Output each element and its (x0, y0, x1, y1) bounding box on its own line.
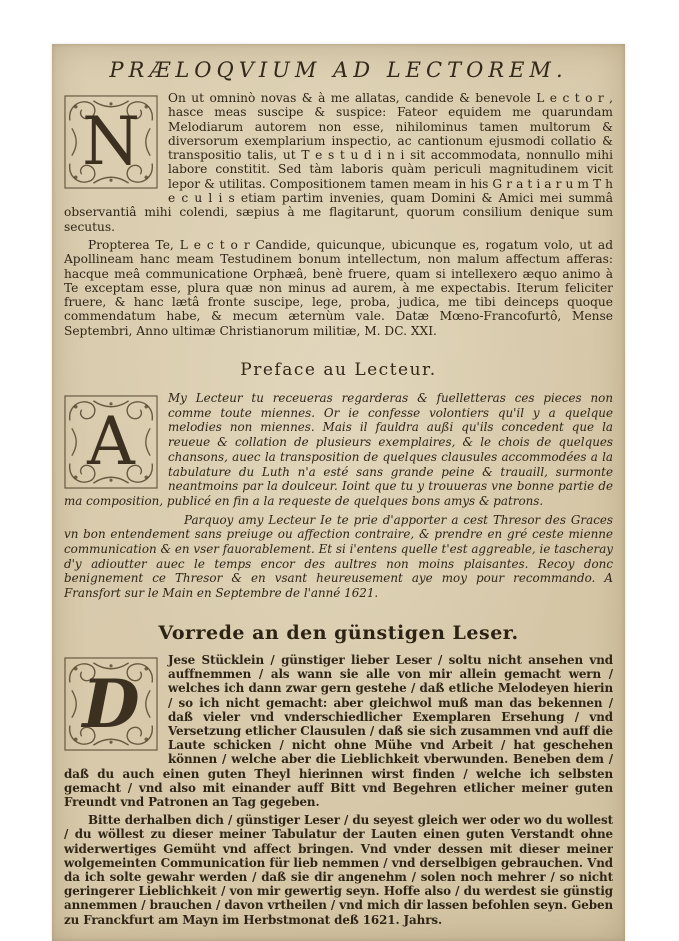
german-preface-section (64, 653, 613, 931)
latin-preface-section (64, 91, 613, 342)
woodcut-initial-d (64, 656, 158, 752)
latin-preface-heading: PRÆLOQVIUM AD LECTOREM. (109, 58, 568, 82)
french-paragraph-1: My Lecteur tu receueras regarderas & fuelletteras ces pieces non comme toute miennes. Or ie confesse volontiers qu'il y a quelque melodies non miennes. Mais il fauldra außi qu'ils concedent que la reueue & collation de plusieurs exemplaires, & le chois de quelques chansons, auec la transposition de quelques clausules accommodées a la tabulature du Luth n'a esté sans grande peine & trauaill, surmonte neantmoins par la doulceur. Ioint que tu y trouueras vne bonne partie de ma composition, publicé en fin a la requeste de quelques bons amys & patrons. (64, 391, 613, 508)
woodcut-initial-n (64, 94, 158, 190)
french-preface-heading: Preface au Lecteur. (240, 360, 437, 381)
german-paragraph-2: Bitte derhalben dich / günstiger Leser / du seyest gleich wer oder wo du wollest / du wöllest zu dieser meiner Tabulatur der Lauten einen guten Verstandt ohne widerwertiges Gemüht vnd affect bringen. Vnd vnder dessen mit dieser meiner wolgemeinten Communication für lieb nemmen / vnd derselbigen gebrauchen. Vnd da ich solte gewahr werden / daß sie dir angenehm / solen noch mehrer / so nicht geringerer Lieblichkeit / von mir gewertig seyn. Hoffe also / du werdest sie günstig annemmen / brauchen / davon vrtheilen / vnd mich dir lassen befohlen seyn. Geben zu Franckfurt am Mayn im Herbstmonat deß 1621. Jahrs. (64, 813, 613, 927)
latin-paragraph-2: Propterea Te, L e c t o r Candide, quicunque, ubicunque es, rogatum volo, ut ad Apollineam hanc meam Testudinem bonum intellectum, non malum affectum afferas: hacque meâ communicatione Orphæâ, benè fruere, quam si intellexero æquo animo à Te exceptam esse, plura quæ non minus ad aurem, à me expectabis. Iterum feliciter fruere, & hanc lætâ fronte suscipe, lege, proba, judica, me tibi deinceps quoque commendatum habe, & mecum æternùm vale. Datæ Mœno-Francofurtô, Mense Septembri, Anno ultimæ Christianorum militiæ, M. DC. XXI. (64, 237, 613, 338)
book-page (52, 44, 625, 941)
page-content (52, 44, 625, 941)
woodcut-initial-a (64, 394, 158, 490)
initial-letter: D (82, 664, 140, 743)
german-paragraph-1: Jese Stücklein / günstiger lieber Leser / soltu nicht ansehen vnd auffnemmen / als wann sie alle von mir allein gemacht wern / welches ich dann zwar gern gestehe / daß etliche Melodeyen hierin / so ich nicht gemacht: aber gleichwol muß man das bekennen / daß vieler vnd vnderschiedlicher Exemplaren Ersehung / vnd Versetzung etlicher Clausulen / daß sie sich zusammen vnd auff die Laute schicken / nicht ohne Mühe vnd Arbeit / hat geschehen können / welche aber die Lieblichkeit vberwunden. Beneben dem / daß du auch einen guten Theyl hierinnen wirst finden / welche ich selbsten gemacht / vnd also mit einander auff Bitt vnd Begehren etlicher meiner guten Freundt vnd Patronen an Tag gegeben. (64, 652, 613, 809)
latin-paragraph-1: On ut omninò novas & à me allatas, candide & benevole L e c t o r , hasce meas suscipe & suspice: Fateor equidem me quarundam Melodiarum autorem non esse, nihilominus tamen multorum & diversorum exemplarium inspectio, ac cantionum ejusmodi collatio & transpositio talis, ut T e s t u d i n i sit accommodata, nonnullo mihi labore constitit. Sed tàm laboris quàm periculi magnitudinem vicit lepor & utilitas. Compositionem tamen meam in his G r a t i a r u m T h e c u l i s etiam partim invenies, quam Domini & Amici mei summâ observantiâ mihi colendi, sæpius à me flagitarunt, quorum consilium denique sum secutus. (64, 91, 613, 234)
french-preface-section (64, 391, 613, 605)
german-preface-heading: Vorrede an den günstigen Leser. (158, 621, 519, 644)
initial-letter: N (82, 103, 140, 180)
french-paragraph-2: Parquoy amy Lecteur Ie te prie d'apporter a cest Thresor des Graces vn bon entendement sans preiuge ou affection contraire, & prendre en gré ceste mienne communication & en vser fauorablement. Et si i'entens quelle t'est aggreable, ie tascheray d'y adioutter auec le temps encor des aultres non moins plaisantes. Recoy donc benignement ce Thresor & en vsant heureusement aye moy pour recommando. A Fransfort sur le Main en Septembre de l'anné 1621. (64, 512, 613, 601)
initial-letter: A (87, 403, 135, 481)
